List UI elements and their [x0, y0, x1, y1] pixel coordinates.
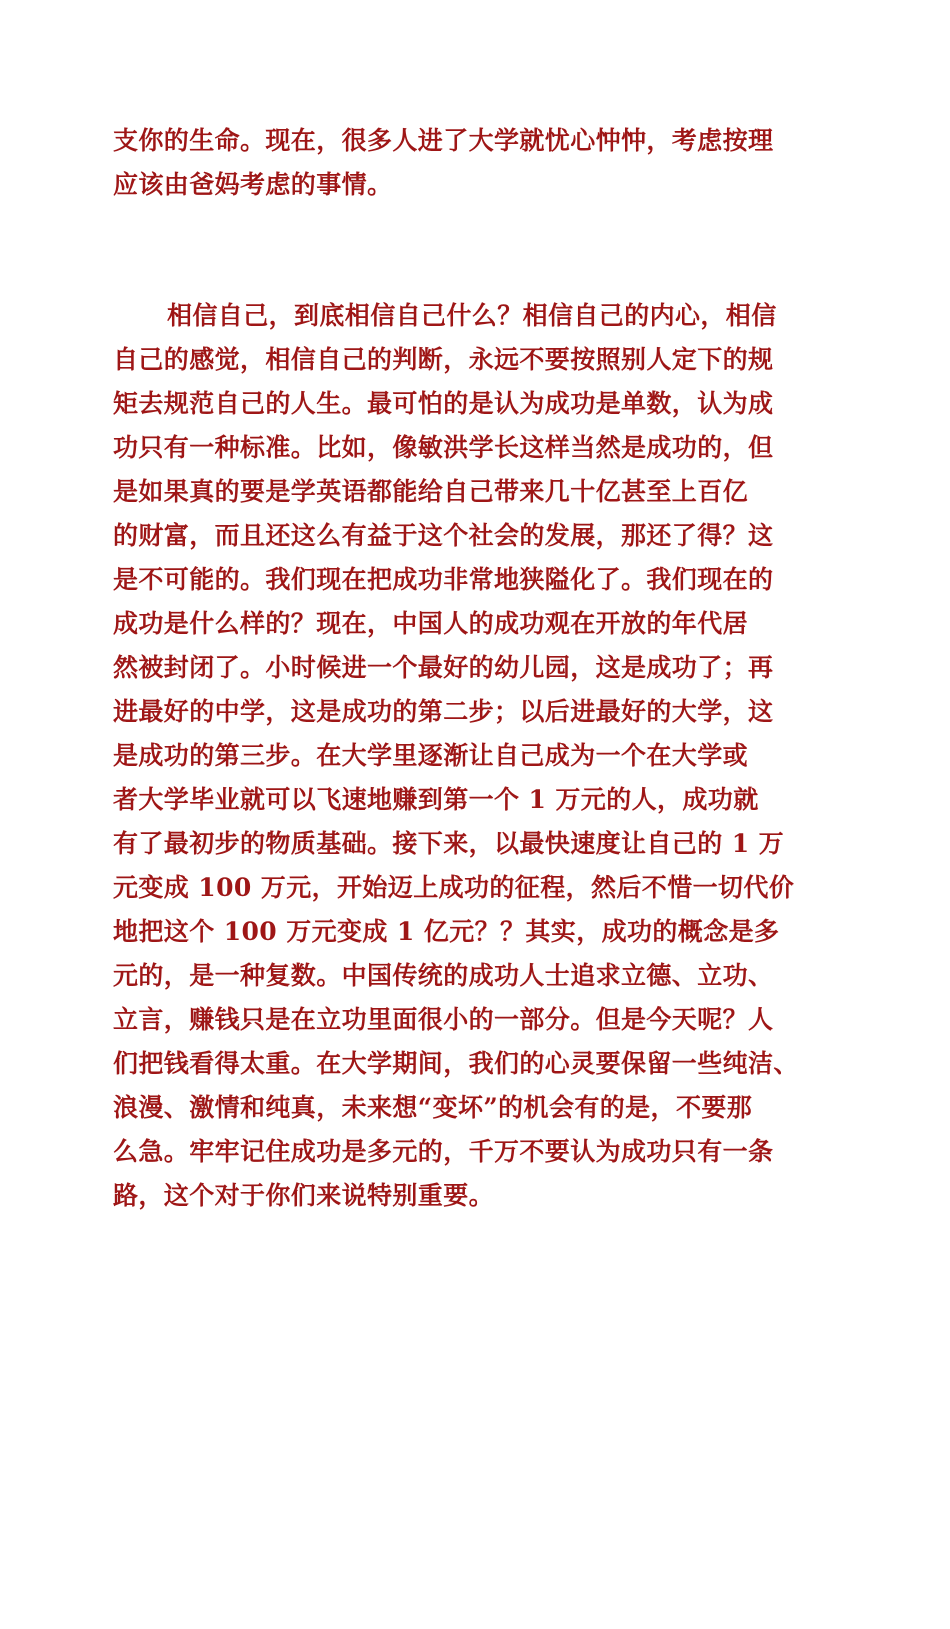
text-line: 路，这个对于你们来说特别重要。 [113, 1181, 495, 1210]
text-line: 么急。牢牢记住成功是多元的，千万不要认为成功只有一条 [113, 1137, 774, 1166]
text-line: 元的，是一种复数。中国传统的成功人士追求立德、立功、 [113, 961, 774, 990]
text-line: 浪漫、激情和纯真，未来想“变坏”的机会有的是，不要那 [113, 1093, 753, 1122]
text-line: 自己的感觉，相信自己的判断，永远不要按照别人定下的规 [113, 345, 774, 374]
text-line: 者大学毕业就可以飞速地赚到第一个 1 万元的人，成功就 [113, 785, 759, 814]
text-line: 地把这个 100 万元变成 1 亿元？？其实，成功的概念是多 [113, 917, 780, 946]
text-line: 支你的生命。现在，很多人进了大学就忧心忡忡，考虑按理 [113, 126, 774, 155]
text-line: 们把钱看得太重。在大学期间，我们的心灵要保留一些纯洁、 [113, 1049, 799, 1078]
text-line: 功只有一种标准。比如，像敏洪学长这样当然是成功的，但 [113, 433, 774, 462]
text-line: 元变成 100 万元，开始迈上成功的征程，然后不惜一切代价 [113, 873, 795, 902]
text-line: 成功是什么样的？现在，中国人的成功观在开放的年代居 [113, 609, 749, 638]
text-line: 立言，赚钱只是在立功里面很小的一部分。但是今天呢？人 [113, 1005, 774, 1034]
text-line-indented: 相信自己，到底相信自己什么？相信自己的内心，相信 [167, 301, 777, 330]
text-line: 然被封闭了。小时候进一个最好的幼儿园，这是成功了；再 [113, 653, 774, 682]
text-line: 是不可能的。我们现在把成功非常地狭隘化了。我们现在的 [113, 565, 774, 594]
text-line: 是如果真的要是学英语都能给自己带来几十亿甚至上百亿 [113, 477, 749, 506]
text-line: 的财富，而且还这么有益于这个社会的发展，那还了得？这 [113, 521, 774, 550]
text-line: 有了最初步的物质基础。接下来，以最快速度让自己的 1 万 [113, 829, 785, 858]
text-line: 是成功的第三步。在大学里逐渐让自己成为一个在大学或 [113, 741, 749, 770]
text-line: 进最好的中学，这是成功的第二步；以后进最好的大学，这 [113, 697, 774, 726]
text-line: 应该由爸妈考虑的事情。 [113, 170, 393, 199]
paragraph-2 [113, 294, 837, 1218]
paragraph-1 [113, 119, 837, 207]
text-line: 矩去规范自己的人生。最可怕的是认为成功是单数，认为成 [113, 389, 774, 418]
